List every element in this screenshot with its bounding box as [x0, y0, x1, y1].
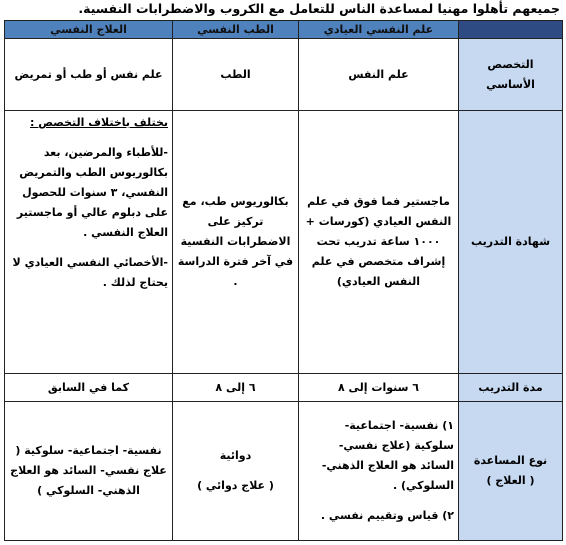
therapy-certificate-p1: -للأطباء والمرضين، بعد بكالوريوس الطب والتمريض النفسي، ٣ سنوات للحصول على دبلوم عالي أو ماجستير العلاج النفسي . — [16, 146, 168, 240]
therapy-certificate-heading: يختلف باختلاف التخصص : — [30, 116, 168, 130]
row-specialty — [5, 39, 563, 111]
cell-assistance-clinical — [299, 402, 459, 541]
cell-specialty-clinical: علم النفس — [299, 39, 459, 111]
cell-assistance-therapy: نفسية- اجتماعية- سلوكية ( علاج نفسي- السائد هو العلاج الذهني- السلوكي ) — [5, 402, 173, 541]
cell-assistance-medicine — [173, 402, 299, 541]
cell-certificate-therapy — [5, 111, 173, 374]
cell-certificate-clinical: ماجستير فما فوق في علم النفس العيادي (كورسات + ١٠٠٠ ساعة تدريب تحت إشراف متخصص في علم النفس العيادي) — [299, 111, 459, 374]
row-certificate — [5, 111, 563, 374]
therapy-certificate-p2: -الأخصائي النفسي العيادي لا يحتاج لذلك . — [12, 256, 168, 290]
cell-duration-therapy: كما في السابق — [5, 374, 173, 402]
assistance-label: نوع المساعدة — [473, 454, 548, 468]
assistance-clinical-item2: ٢) قياس وتقييم نفسي . — [320, 509, 454, 523]
header-row — [5, 21, 563, 39]
cell-certificate-medicine: بكالوريوس طب، مع تركيز على الاضطرابات النفسية في آخر فترة الدراسة . — [173, 111, 299, 374]
assistance-medicine-line1: دوائية — [219, 449, 252, 463]
cell-duration-clinical: ٦ سنوات إلى ٨ — [299, 374, 459, 402]
assistance-clinical-item1: ١) نفسية- اجتماعية- سلوكية (علاج نفسي- السائد هو العلاج الذهني- السلوكي) . — [321, 419, 454, 493]
cell-duration-medicine: ٦ إلى ٨ — [173, 374, 299, 402]
row-label-certificate: شهادة التدريب — [459, 111, 563, 374]
row-label-specialty: التخصص الأساسي — [459, 39, 563, 111]
header-clinical: علم النفسي العيادي — [299, 21, 459, 39]
row-assistance — [5, 402, 563, 541]
header-medicine: الطب النفسي — [173, 21, 299, 39]
row-label-assistance — [459, 402, 563, 541]
cell-specialty-medicine: الطب — [173, 39, 299, 111]
caption: جميعهم تأهلوا مهنيا لمساعدة الناس للتعامل مع الكروب والاضطرابات النفسية. — [78, 1, 560, 16]
comparison-table — [4, 20, 563, 541]
assistance-label-sub: ( العلاج ) — [486, 474, 535, 488]
cell-specialty-therapy: علم نفس أو طب أو تمريض — [5, 39, 173, 111]
row-label-duration: مدة التدريب — [459, 374, 563, 402]
row-duration — [5, 374, 563, 402]
header-therapy: العلاج النفسي — [5, 21, 173, 39]
header-corner — [459, 21, 563, 39]
assistance-medicine-line2: ( علاج دوائي ) — [197, 479, 274, 493]
